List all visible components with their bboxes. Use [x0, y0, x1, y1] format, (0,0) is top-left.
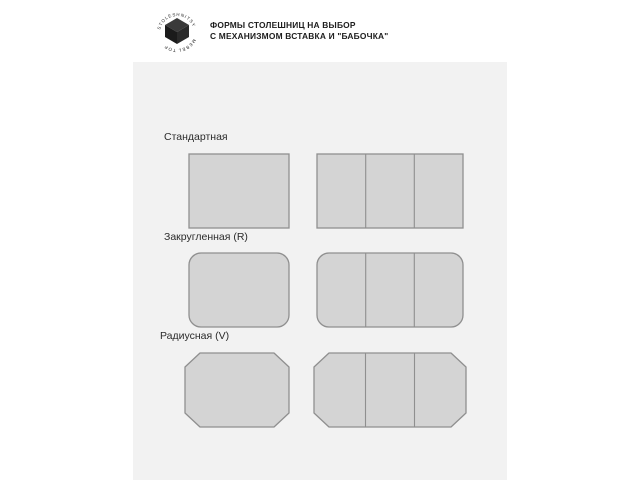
radius-extended-top: [313, 352, 467, 428]
rounded-extended-top: [316, 252, 464, 328]
section-label-standard: Стандартная: [164, 131, 228, 143]
svg-text:STOLESHNITSY: STOLESHNITSY: [156, 11, 197, 31]
standard-extended-top: [316, 153, 464, 229]
standard-single-top: [188, 153, 290, 229]
section-label-rounded: Закругленная (R): [164, 231, 248, 243]
svg-text:MEBEL TOP: MEBEL TOP: [162, 38, 197, 54]
stoleshnitsa-cube-logo: [154, 8, 200, 54]
section-label-radius: Радиусная (V): [160, 330, 230, 342]
radius-single-top: [184, 352, 290, 428]
rounded-single-top: [188, 252, 290, 328]
poster-title-line-1: ФОРМЫ СТОЛЕШНИЦ НА ВЫБОР: [210, 19, 356, 30]
poster-title: [210, 20, 388, 43]
cube-icon: [164, 17, 190, 45]
poster-title-line-2: С МЕХАНИЗМОМ ВСТАВКА И "БАБОЧКА": [210, 31, 389, 41]
poster-header: [133, 0, 507, 62]
